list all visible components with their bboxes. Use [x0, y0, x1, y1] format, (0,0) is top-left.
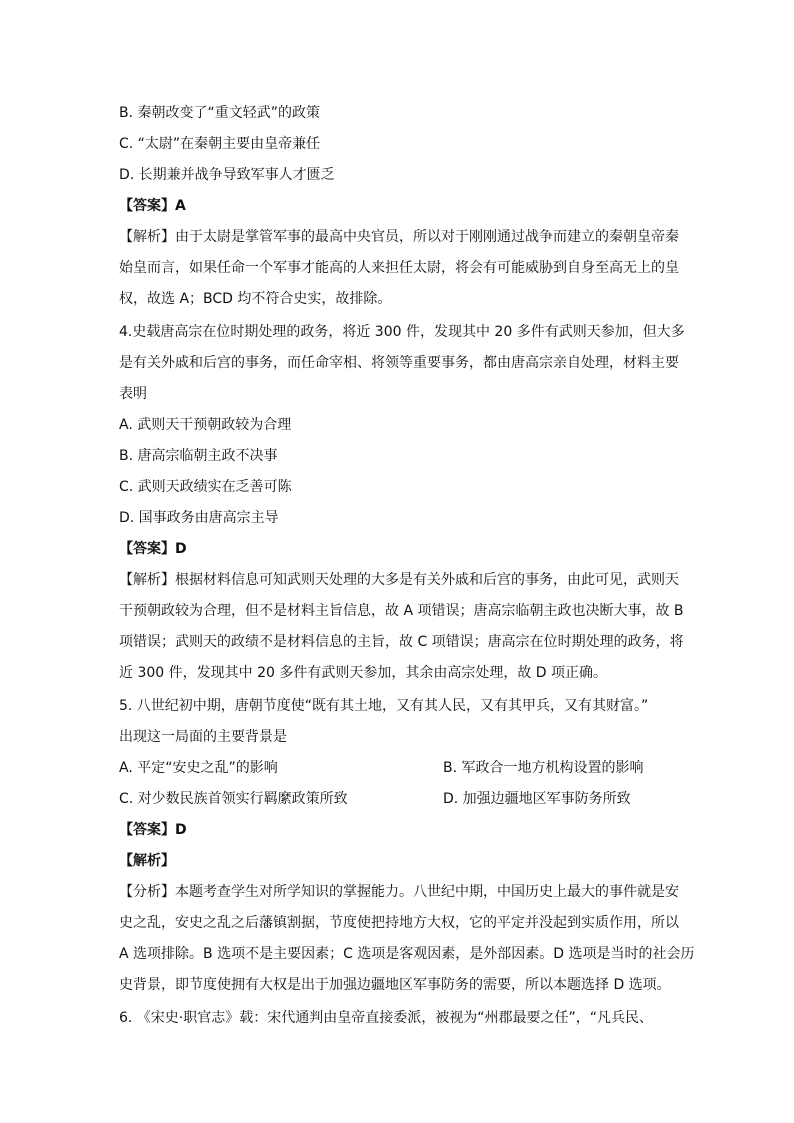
option-c: C. “太尉”在秦朝主要由皇帝兼任	[119, 136, 321, 152]
analysis-line: 近 300 件，发现其中 20 多件有武则天参加，其余由高宗处理，故 D 项正确。	[119, 665, 608, 681]
option-c: C. 对少数民族首领实行羁縻政策所致	[119, 791, 348, 807]
question-5: 出现这一局面的主要背景是	[119, 729, 287, 745]
analysis-line: 史之乱，安史之乱之后藩镇割据，节度使把持地方大权，它的平定并没起到实质作用，所以	[119, 915, 679, 931]
option-d: D. 国事政务由唐高宗主导	[119, 510, 279, 526]
option-b: B. 秦朝改变了“重文轻武”的政策	[119, 105, 321, 121]
analysis-label: 【解析】	[119, 853, 175, 869]
analysis-line: 【解析】由于太尉是掌管军事的最高中央官员，所以对于刚刚通过战争而建立的秦朝皇帝秦	[119, 229, 679, 245]
question-4: 表明	[119, 386, 147, 402]
answer-label: 【答案】A	[119, 198, 186, 214]
analysis-line: 项错误；武则天的政绩不是材料信息的主旨，故 C 项错误；唐高宗在位时期处理的政务，将	[119, 634, 684, 650]
option-c: C. 武则天政绩实在乏善可陈	[119, 479, 292, 495]
analysis-line: 始皇而言，如果任命一个军事才能高的人来担任太尉，将会有可能威胁到自身至高无上的皇	[119, 260, 679, 276]
option-b: B. 军政合一地方机构设置的影响	[443, 760, 644, 776]
question-5: 5. 八世纪初中期，唐朝节度使“既有其土地，又有其人民，又有其甲兵，又有其财富。”	[119, 698, 649, 714]
question-6: 6. 《宋史·职官志》载：宋代通判由皇帝直接委派，被视为“州郡最要之任”，“凡兵民、	[119, 1010, 654, 1026]
answer-label: 【答案】D	[119, 822, 187, 838]
analysis-line: 史背景，即节度使拥有大权是出于加强边疆地区军事防务的需要，所以本题选择 D 选项。	[119, 977, 671, 993]
question-4: 4.史载唐高宗在位时期处理的政务，将近 300 件，发现其中 20 多件有武则天参加，但大多	[119, 324, 685, 340]
analysis-line: 干预朝政较为合理，但不是材料主旨信息，故 A 项错误；唐高宗临朝主政也决断大事，故 B	[119, 603, 684, 619]
option-b: B. 唐高宗临朝主政不决事	[119, 448, 278, 464]
analysis-line: 权，故选 A；BCD 均不符合史实，故排除。	[119, 291, 392, 307]
option-d: D. 长期兼并战争导致军事人才匮乏	[119, 167, 335, 183]
answer-label: 【答案】D	[119, 541, 187, 557]
option-a: A. 武则天干预朝政较为合理	[119, 417, 292, 433]
question-4: 是有关外戚和后宫的事务，而任命宰相、将领等重要事务，都由唐高宗亲自处理，材料主要	[119, 355, 679, 371]
analysis-line: 【分析】本题考查学生对所学知识的掌握能力。八世纪中期，中国历史上最大的事件就是安	[119, 884, 679, 900]
analysis-line: A 选项排除。B 选项不是主要因素；C 选项是客观因素，是外部因素。D 选项是当时的社会历	[119, 946, 695, 962]
analysis-line: 【解析】根据材料信息可知武则天处理的大多是有关外戚和后宫的事务，由此可见，武则天	[119, 572, 679, 588]
option-d: D. 加强边疆地区军事防务所致	[443, 791, 631, 807]
option-a: A. 平定“安史之乱”的影响	[119, 760, 278, 776]
